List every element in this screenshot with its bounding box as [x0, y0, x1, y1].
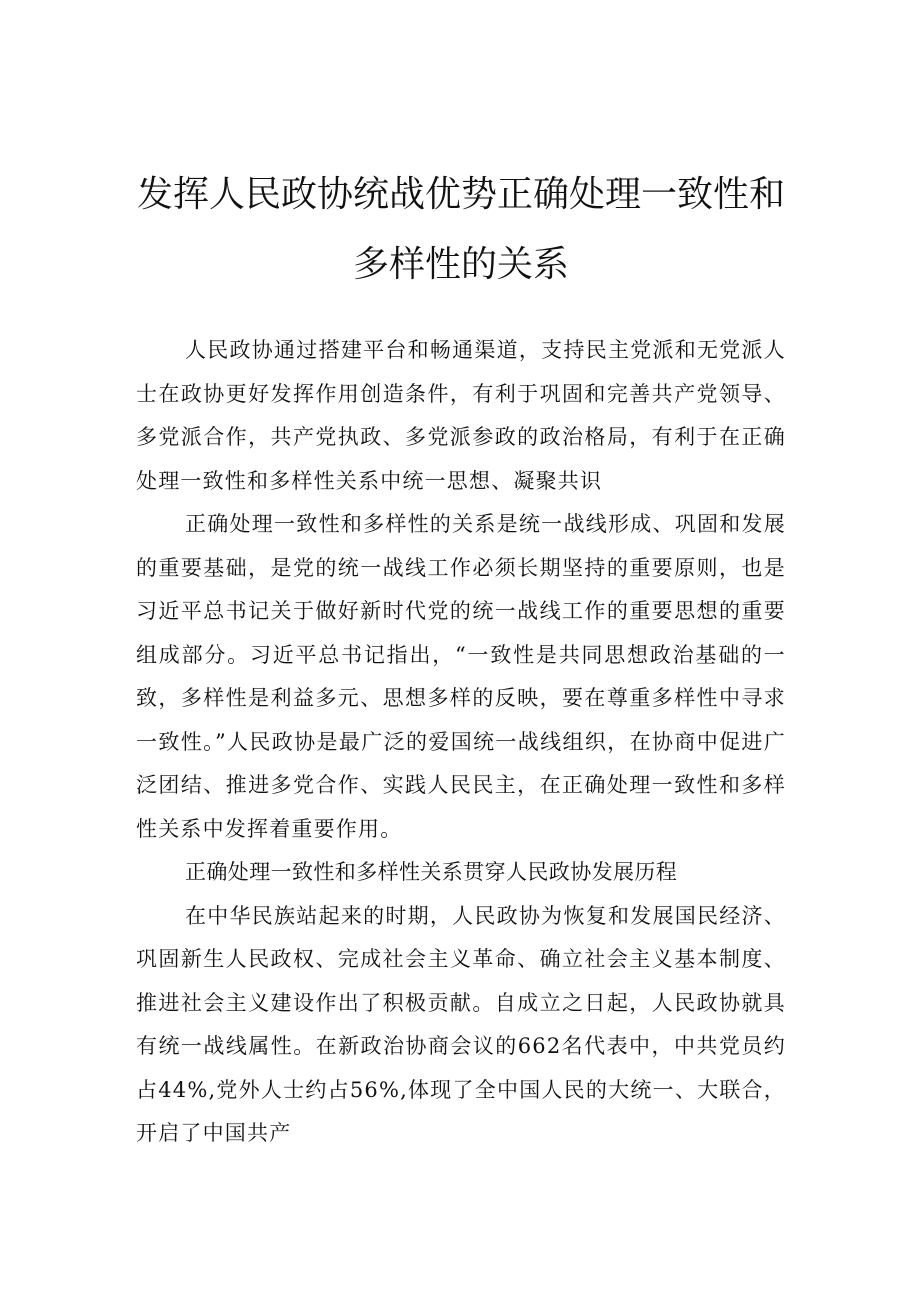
title-line-2: 多样性的关系 — [352, 244, 569, 285]
paragraph-2: 正确处理一致性和多样性的关系是统一战线形成、巩固和发展的重要基础，是党的统一战线工作必须长期坚持的重要原则，也是习近平总书记关于做好新时代党的统一战线工作的重要思想的重要组成部分。习近平总书记指出，“一致性是共同思想政治基础的一致，多样性是利益多元、思想多样的反映，要在尊重多样性中寻求一致性。”人民政协是最广泛的爱国统一战线组织，在协商中促进广泛团结、推进多党合作、实践人民民主，在正确处理一致性和多样性关系中发挥着重要作用。 — [136, 512, 786, 841]
title-line-1: 发挥人民政协统战优势正确处理一致性和 — [136, 174, 785, 215]
section-heading: 正确处理一致性和多样性关系贯穿人民政协发展历程 — [185, 860, 678, 884]
document-body — [136, 329, 786, 1156]
paragraph-3: 在中华民族站起来的时期，人民政协为恢复和发展国民经济、巩固新生人民政权、完成社会主义革命、确立社会主义基本制度、推进社会主义建设作出了积极贡献。自成立之日起，人民政协就具有统一战线属性。在新政治协商会议的662名代表中，中共党员约占44%,党外人士约占56%,体现了全中国人民的大统一、大联合，开启了中国共产 — [136, 903, 786, 1145]
paragraph-1: 人民政协通过搭建平台和畅通渠道，支持民主党派和无党派人士在政协更好发挥作用创造条件，有利于巩固和完善共产党领导、多党派合作，共产党执政、多党派参政的政治格局，有利于在正确处理一致性和多样性关系中统一思想、凝聚共识 — [136, 338, 786, 493]
document-title — [136, 160, 786, 300]
